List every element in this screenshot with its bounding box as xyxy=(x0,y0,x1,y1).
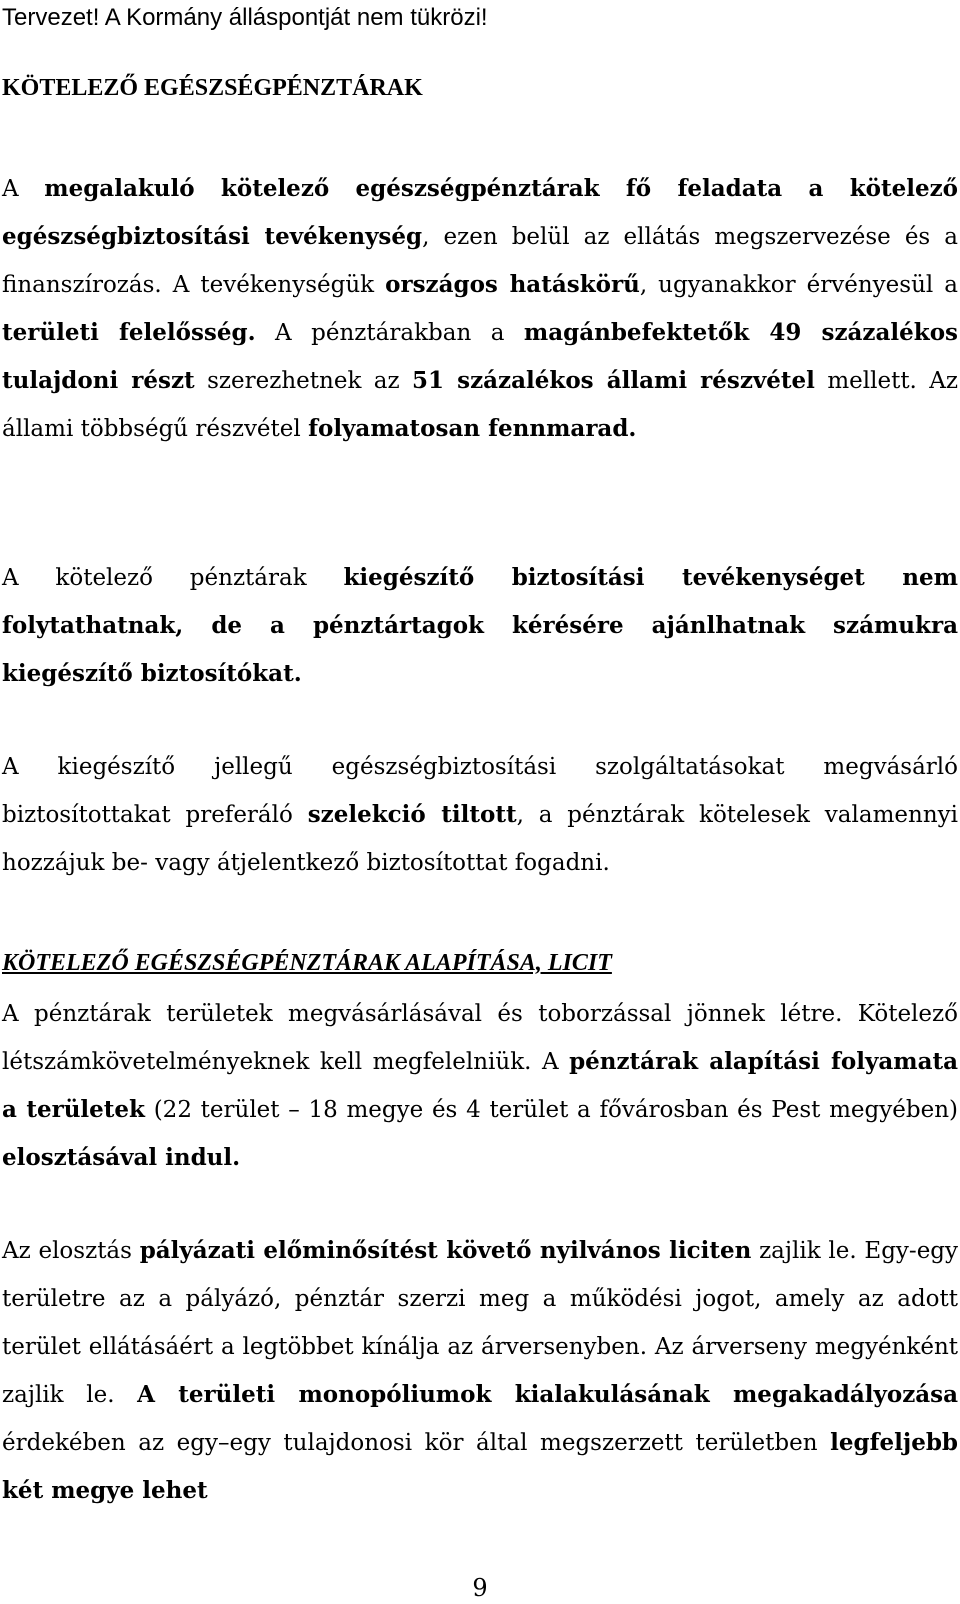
bold-run: folyamatosan fennmarad. xyxy=(308,415,637,442)
text-run: A xyxy=(2,176,45,202)
draft-disclaimer: Tervezet! A Kormány álláspontját nem tükrözi! xyxy=(2,4,488,31)
bold-run: kiegészítő biztosítási tevékenységet nem folytathatnak, de a pénztártagok kérésére ajánlhatnak számukra kiegészítő biztosítókat. xyxy=(2,564,959,687)
section-heading-founding-auction: KÖTELEZŐ EGÉSZSÉGPÉNZTÁRAK ALAPÍTÁSA, LICIT xyxy=(2,950,612,976)
bold-run: elosztásával indul. xyxy=(2,1144,241,1171)
bold-run: országos hatáskörű xyxy=(385,271,640,298)
text-run: zajlik le. Egy-egy területre az a pályázó, pénztár szerzi meg a működési jogot, amely az adott terület ellátásáért a legtöbbet kínálja az árversenyben. Az árverseny megyénként zajlik le. xyxy=(2,1238,959,1408)
text-run: A pénztárak területek megvásárlásával és toborzással jönnek létre. Kötelező létszámkövetelményeknek kell megfelelniük. A xyxy=(2,1001,958,1075)
text-run: Az elosztás xyxy=(2,1238,140,1264)
bold-run: legfeljebb két megye lehet xyxy=(2,1429,958,1504)
text-run: , a pénztárak kötelesek valamennyi hozzájuk be- vagy átjelentkező biztosítottat fogadni. xyxy=(2,802,958,876)
paragraph-supplementary-insurance xyxy=(2,554,958,698)
text-run: érdekében az egy–egy tulajdonosi kör által megszerzett területben xyxy=(2,1430,831,1456)
bold-run: magánbefektetők 49 százalékos tulajdoni részt xyxy=(2,319,958,394)
text-run: mellett. Az állami többségű részvétel xyxy=(2,368,958,442)
text-run: , ugyanakkor érvényesül a xyxy=(639,272,958,298)
bold-run: területi felelősség. xyxy=(2,319,256,346)
page-number: 9 xyxy=(472,1574,488,1602)
text-run: szerezhetnek az xyxy=(194,368,413,394)
section-heading-compulsory-funds: KÖTELEZŐ EGÉSZSÉGPÉNZTÁRAK xyxy=(2,75,423,101)
text-run: A pénztárakban a xyxy=(255,320,524,346)
bold-run: szelekció tiltott xyxy=(307,801,517,828)
paragraph-auction xyxy=(2,1227,958,1515)
bold-run: megalakuló kötelező egészségpénztárak fő feladata a kötelező egészségbiztosítási tevékenység xyxy=(2,175,959,250)
paragraph-founding-process xyxy=(2,990,958,1182)
paragraph-fund-tasks xyxy=(2,165,958,453)
text-run: A kiegészítő jellegű egészségbiztosítási szolgáltatásokat megvásárló biztosítottakat preferáló xyxy=(2,754,958,828)
bold-run: 51 százalékos állami részvétel xyxy=(412,367,815,394)
bold-run: pályázati előminősítést követő nyilvános liciten xyxy=(139,1237,752,1264)
text-run: , ezen belül az ellátás megszervezése és a finanszírozás. A tevékenységük xyxy=(2,224,959,298)
bold-run: pénztárak alapítási folyamata a területek xyxy=(2,1048,959,1123)
paragraph-selection-ban xyxy=(2,743,958,887)
text-run: (22 terület – 18 megye és 4 terület a fővárosban és Pest megyében) xyxy=(144,1097,958,1123)
bold-run: A területi monopóliumok kialakulásának megakadályozása xyxy=(137,1381,959,1408)
text-run: A kötelező pénztárak xyxy=(2,565,344,591)
